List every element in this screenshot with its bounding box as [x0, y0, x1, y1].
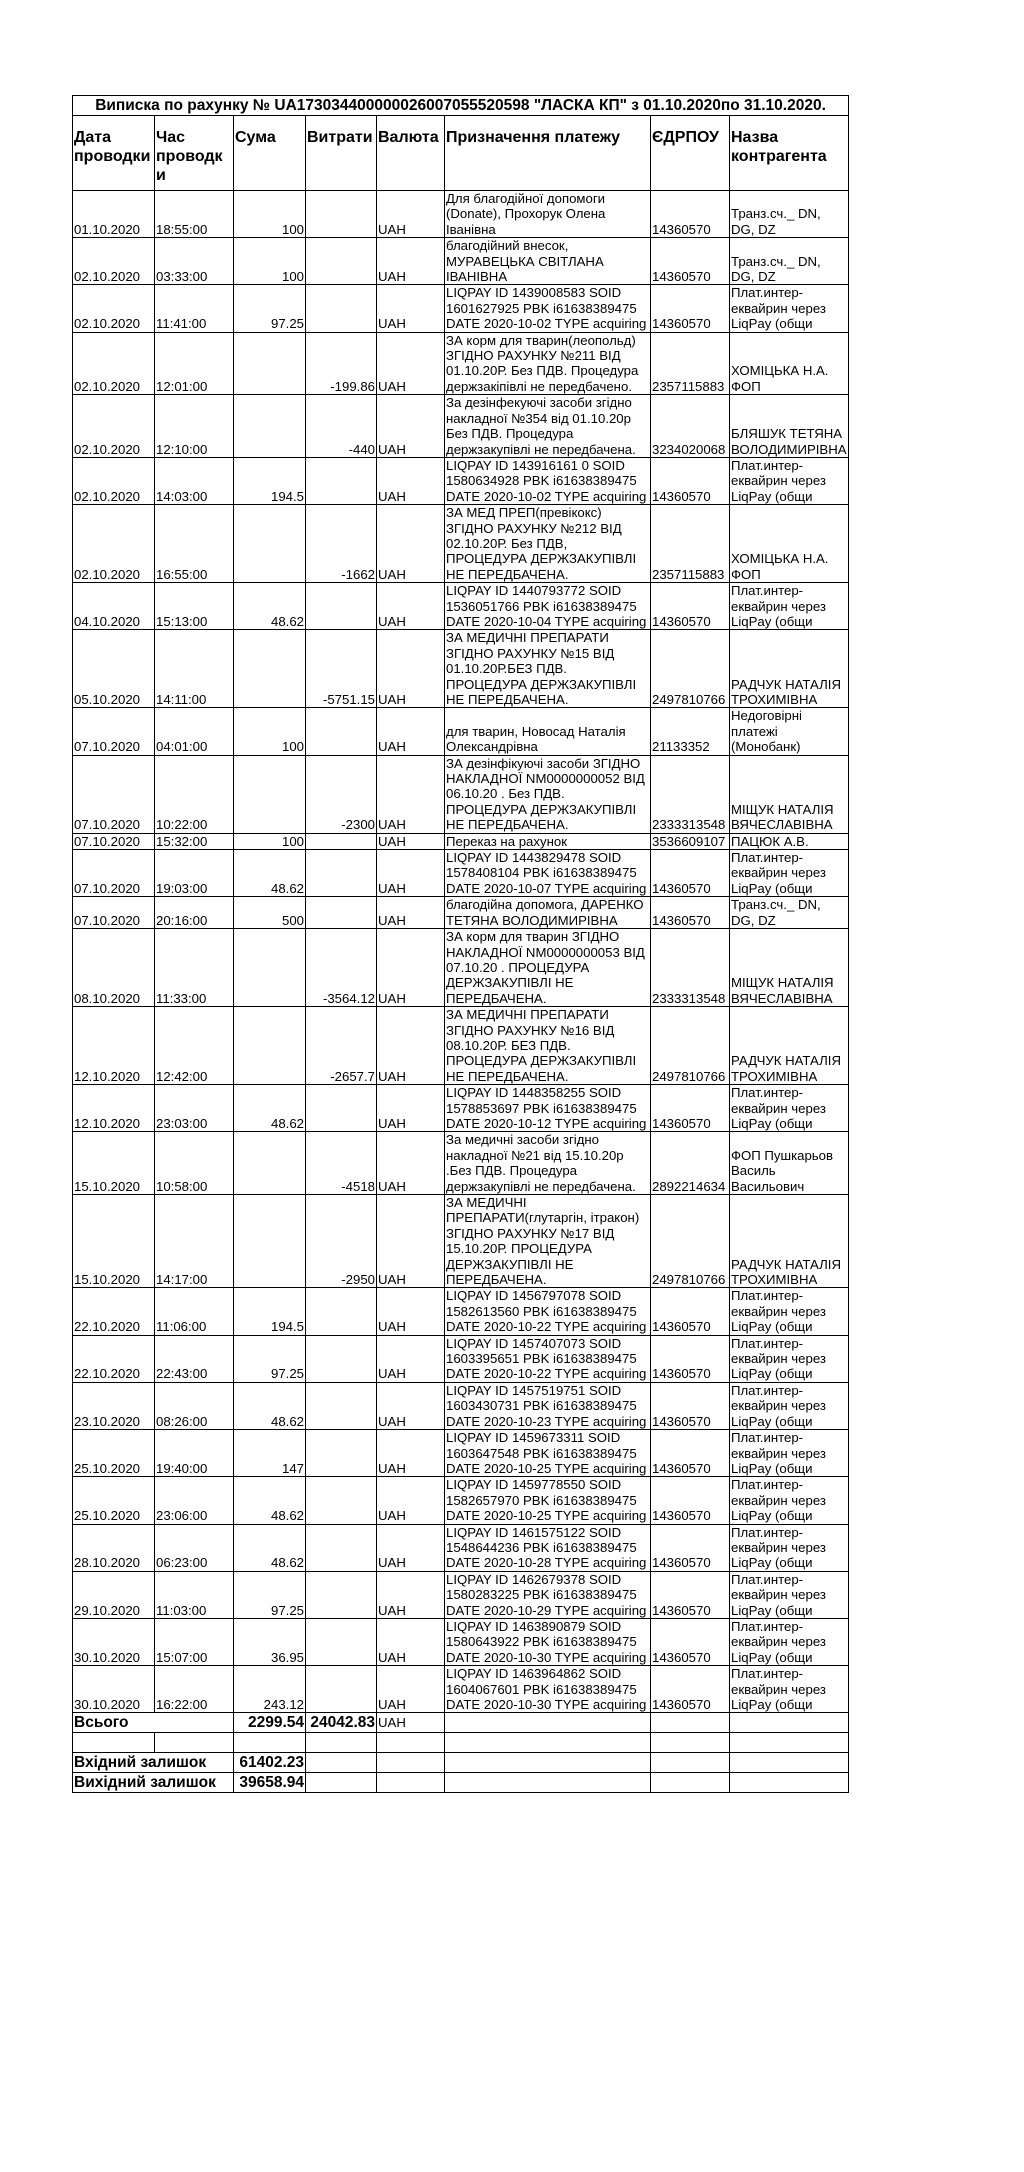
empty-cell [377, 1753, 445, 1773]
cell-purpose: LIQPAY ID 1448358255 SOID 1578853697 PBK i61638389475 DATE 2020-10-12 TYPE acquiring [445, 1085, 651, 1132]
cell-time: 12:01:00 [155, 332, 234, 395]
cell-counterparty: МІЩУК НАТАЛІЯ ВЯЧЕСЛАВІВНА [730, 755, 849, 833]
cell-edrpou: 14360570 [651, 1430, 730, 1477]
table-row [73, 833, 849, 849]
cell-sum [234, 1132, 306, 1195]
cell-edrpou: 2497810766 [651, 630, 730, 708]
col-header-sum: Сума [234, 116, 306, 191]
cell-date: 08.10.2020 [73, 929, 155, 1007]
cell-date: 02.10.2020 [73, 285, 155, 332]
cell-purpose: LIQPAY ID 1443829478 SOID 1578408104 PBK i61638389475 DATE 2020-10-07 TYPE acquiring [445, 850, 651, 897]
cell-date: 12.10.2020 [73, 1007, 155, 1085]
cell-date: 30.10.2020 [73, 1618, 155, 1665]
cell-counterparty: Плат.интер-еквайрин через LiqPay (общи [730, 583, 849, 630]
table-row [73, 1477, 849, 1524]
cell-sum: 48.62 [234, 1085, 306, 1132]
cell-purpose: ЗА корм для тварин(леопольд) ЗГІДНО РАХУНКУ №211 ВІД 01.10.20Р. Без ПДВ. Процедура держзакіпівлі не передбачено. [445, 332, 651, 395]
cell-counterparty: РАДЧУК НАТАЛІЯ ТРОХИМІВНА [730, 630, 849, 708]
cell-currency: UAH [377, 929, 445, 1007]
cell-edrpou: 2357115883 [651, 505, 730, 583]
cell-purpose: LIQPAY ID 1459778550 SOID 1582657970 PBK i61638389475 DATE 2020-10-25 TYPE acquiring [445, 1477, 651, 1524]
cell-expenses [306, 1335, 377, 1382]
cell-edrpou: 2357115883 [651, 332, 730, 395]
opening-balance-row [73, 1753, 849, 1773]
cell-purpose: Переказ на рахунок [445, 833, 651, 849]
cell-counterparty: Транз.сч._ DN, DG, DZ [730, 191, 849, 238]
cell-sum: 100 [234, 191, 306, 238]
cell-edrpou: 14360570 [651, 850, 730, 897]
cell-sum [234, 395, 306, 458]
table-row [73, 1085, 849, 1132]
cell-date: 02.10.2020 [73, 238, 155, 285]
cell-expenses [306, 1666, 377, 1713]
cell-currency: UAH [377, 1085, 445, 1132]
cell-date: 01.10.2020 [73, 191, 155, 238]
cell-date: 07.10.2020 [73, 850, 155, 897]
cell-sum: 48.62 [234, 583, 306, 630]
closing-balance-value: 39658.94 [234, 1773, 306, 1793]
col-header-time: Час проводки [155, 116, 234, 191]
cell-time: 15:13:00 [155, 583, 234, 630]
table-row [73, 708, 849, 755]
empty-cell [730, 1773, 849, 1793]
cell-time: 16:22:00 [155, 1666, 234, 1713]
cell-currency: UAH [377, 1524, 445, 1571]
cell-expenses [306, 238, 377, 285]
cell-edrpou: 14360570 [651, 457, 730, 504]
empty-cell [306, 1733, 377, 1753]
cell-time: 06:23:00 [155, 1524, 234, 1571]
opening-balance-label: Вхідний залишок [73, 1753, 234, 1773]
cell-purpose: ЗА корм для тварин ЗГІДНО НАКЛАДНОЇ NM0000000053 ВІД 07.10.20 . ПРОЦЕДУРА ДЕРЖЗАКУПІВЛІ НЕ ПЕРЕДБАЧЕНА. [445, 929, 651, 1007]
cell-date: 30.10.2020 [73, 1666, 155, 1713]
cell-expenses [306, 833, 377, 849]
cell-sum [234, 630, 306, 708]
cell-purpose: LIQPAY ID 1461575122 SOID 1548644236 PBK i61638389475 DATE 2020-10-28 TYPE acquiring [445, 1524, 651, 1571]
cell-counterparty: ПАЦЮК А.В. [730, 833, 849, 849]
cell-edrpou: 14360570 [651, 583, 730, 630]
cell-sum [234, 1007, 306, 1085]
statement-table [72, 95, 849, 1793]
cell-currency: UAH [377, 1618, 445, 1665]
col-header-expenses: Витрати [306, 116, 377, 191]
cell-sum: 97.25 [234, 285, 306, 332]
total-currency: UAH [377, 1713, 445, 1733]
cell-counterparty: Плат.интер-еквайрин через LiqPay (общи [730, 457, 849, 504]
cell-purpose: для тварин, Новосад Наталія Олександрівна [445, 708, 651, 755]
cell-counterparty: МІЩУК НАТАЛІЯ ВЯЧЕСЛАВІВНА [730, 929, 849, 1007]
cell-time: 14:11:00 [155, 630, 234, 708]
empty-cell [651, 1733, 730, 1753]
cell-time: 22:43:00 [155, 1335, 234, 1382]
cell-time: 12:42:00 [155, 1007, 234, 1085]
cell-counterparty: ХОМІЦЬКА Н.А. ФОП [730, 332, 849, 395]
cell-currency: UAH [377, 1430, 445, 1477]
cell-date: 05.10.2020 [73, 630, 155, 708]
empty-cell [377, 1733, 445, 1753]
table-row [73, 285, 849, 332]
table-row [73, 630, 849, 708]
col-header-counterparty: Назва контрагента [730, 116, 849, 191]
cell-expenses: -2950 [306, 1195, 377, 1288]
cell-currency: UAH [377, 1335, 445, 1382]
cell-expenses: -4518 [306, 1132, 377, 1195]
cell-currency: UAH [377, 850, 445, 897]
cell-purpose: ЗА МЕДИЧНІ ПРЕПАРАТИ ЗГІДНО РАХУНКУ №16 ВІД 08.10.20Р. БЕЗ ПДВ. ПРОЦЕДУРА ДЕРЖЗАКУПІВЛІ НЕ ПЕРЕДБАЧЕНА. [445, 1007, 651, 1085]
cell-edrpou: 14360570 [651, 1666, 730, 1713]
empty-cell [155, 1733, 234, 1753]
cell-time: 12:10:00 [155, 395, 234, 458]
cell-date: 04.10.2020 [73, 583, 155, 630]
cell-edrpou: 2333313548 [651, 929, 730, 1007]
spacer-row [73, 1733, 849, 1753]
cell-time: 11:41:00 [155, 285, 234, 332]
cell-purpose: LIQPAY ID 1440793772 SOID 1536051766 PBK i61638389475 DATE 2020-10-04 TYPE acquiring [445, 583, 651, 630]
cell-expenses: -2300 [306, 755, 377, 833]
table-row [73, 1288, 849, 1335]
cell-counterparty: Плат.интер-еквайрин через LiqPay (общи [730, 1430, 849, 1477]
cell-purpose: благодійна допомога, ДАРЕНКО ТЕТЯНА ВОЛОДИМИРІВНА [445, 897, 651, 929]
cell-sum: 147 [234, 1430, 306, 1477]
cell-currency: UAH [377, 1666, 445, 1713]
cell-date: 22.10.2020 [73, 1335, 155, 1382]
cell-date: 02.10.2020 [73, 505, 155, 583]
cell-time: 19:03:00 [155, 850, 234, 897]
cell-expenses [306, 708, 377, 755]
cell-expenses [306, 1618, 377, 1665]
cell-expenses: -1662 [306, 505, 377, 583]
cell-time: 10:22:00 [155, 755, 234, 833]
cell-counterparty: Плат.интер-еквайрин через LiqPay (общи [730, 1571, 849, 1618]
cell-time: 20:16:00 [155, 897, 234, 929]
cell-sum [234, 755, 306, 833]
cell-currency: UAH [377, 1007, 445, 1085]
cell-purpose: LIQPAY ID 1456797078 SOID 1582613560 PBK i61638389475 DATE 2020-10-22 TYPE acquiring [445, 1288, 651, 1335]
cell-counterparty: Транз.сч._ DN, DG, DZ [730, 238, 849, 285]
cell-currency: UAH [377, 285, 445, 332]
cell-date: 12.10.2020 [73, 1085, 155, 1132]
cell-counterparty: Плат.интер-еквайрин через LiqPay (общи [730, 285, 849, 332]
total-label: Всього [73, 1713, 234, 1733]
cell-edrpou: 14360570 [651, 1335, 730, 1382]
empty-cell [445, 1773, 651, 1793]
cell-expenses [306, 1477, 377, 1524]
cell-purpose: ЗА МЕД ПРЕП(превікокс) ЗГІДНО РАХУНКУ №212 ВІД 02.10.20Р. Без ПДВ, ПРОЦЕДУРА ДЕРЖЗАКУПІВЛІ НЕ ПЕРЕДБАЧЕНА. [445, 505, 651, 583]
cell-purpose: Для благодійної допомоги (Donate), Прохорук Олена Іванівна [445, 191, 651, 238]
cell-counterparty: Плат.интер-еквайрин через LiqPay (общи [730, 1382, 849, 1429]
cell-date: 29.10.2020 [73, 1571, 155, 1618]
cell-counterparty: Плат.интер-еквайрин через LiqPay (общи [730, 1666, 849, 1713]
cell-sum [234, 929, 306, 1007]
cell-date: 15.10.2020 [73, 1132, 155, 1195]
total-sum: 2299.54 [234, 1713, 306, 1733]
cell-expenses [306, 1085, 377, 1132]
cell-counterparty: Недоговірні платежі (Монобанк) [730, 708, 849, 755]
cell-edrpou: 2497810766 [651, 1195, 730, 1288]
empty-cell [445, 1713, 651, 1733]
cell-purpose: LIQPAY ID 1463890879 SOID 1580643922 PBK i61638389475 DATE 2020-10-30 TYPE acquiring [445, 1618, 651, 1665]
cell-edrpou: 3234020068 [651, 395, 730, 458]
cell-currency: UAH [377, 1382, 445, 1429]
cell-counterparty: ФОП Пушкарьов Василь Васильович [730, 1132, 849, 1195]
cell-time: 18:55:00 [155, 191, 234, 238]
cell-sum: 243.12 [234, 1666, 306, 1713]
cell-edrpou: 14360570 [651, 1382, 730, 1429]
cell-currency: UAH [377, 332, 445, 395]
cell-date: 25.10.2020 [73, 1477, 155, 1524]
cell-counterparty: Плат.интер-еквайрин через LiqPay (общи [730, 1524, 849, 1571]
cell-purpose: LIQPAY ID 1457407073 SOID 1603395651 PBK i61638389475 DATE 2020-10-22 TYPE acquiring [445, 1335, 651, 1382]
cell-date: 25.10.2020 [73, 1430, 155, 1477]
cell-date: 22.10.2020 [73, 1288, 155, 1335]
empty-cell [730, 1753, 849, 1773]
cell-time: 14:03:00 [155, 457, 234, 504]
cell-purpose: благодійний внесок, МУРАВЕЦЬКА СВІТЛАНА ІВАНІВНА [445, 238, 651, 285]
cell-currency: UAH [377, 191, 445, 238]
closing-balance-row [73, 1773, 849, 1793]
cell-purpose: LIQPAY ID 1462679378 SOID 1580283225 PBK i61638389475 DATE 2020-10-29 TYPE acquiring [445, 1571, 651, 1618]
cell-counterparty: Плат.интер-еквайрин через LiqPay (общи [730, 850, 849, 897]
cell-counterparty: РАДЧУК НАТАЛІЯ ТРОХИМІВНА [730, 1007, 849, 1085]
cell-expenses: -199.86 [306, 332, 377, 395]
cell-date: 28.10.2020 [73, 1524, 155, 1571]
cell-time: 15:32:00 [155, 833, 234, 849]
cell-currency: UAH [377, 1132, 445, 1195]
cell-counterparty: Плат.интер-еквайрин через LiqPay (общи [730, 1618, 849, 1665]
cell-counterparty: ХОМІЦЬКА Н.А. ФОП [730, 505, 849, 583]
cell-counterparty: РАДЧУК НАТАЛІЯ ТРОХИМІВНА [730, 1195, 849, 1288]
cell-expenses: -5751.15 [306, 630, 377, 708]
cell-purpose: LIQPAY ID 1439008583 SOID 1601627925 PBK i61638389475 DATE 2020-10-02 TYPE acquiring [445, 285, 651, 332]
col-header-currency: Валюта [377, 116, 445, 191]
cell-edrpou: 2497810766 [651, 1007, 730, 1085]
cell-edrpou: 14360570 [651, 1571, 730, 1618]
cell-time: 23:06:00 [155, 1477, 234, 1524]
cell-expenses: -3564.12 [306, 929, 377, 1007]
cell-purpose: ЗА дезінфікуючі засоби ЗГІДНО НАКЛАДНОЇ NM0000000052 ВІД 06.10.20 . Без ПДВ. ПРОЦЕДУРА ДЕРЖЗАКУПІВЛІ НЕ ПЕРЕДБАЧЕНА. [445, 755, 651, 833]
empty-cell [377, 1773, 445, 1793]
opening-balance-value: 61402.23 [234, 1753, 306, 1773]
empty-cell [730, 1733, 849, 1753]
cell-sum: 100 [234, 833, 306, 849]
cell-edrpou: 14360570 [651, 1524, 730, 1571]
cell-currency: UAH [377, 1477, 445, 1524]
cell-sum: 48.62 [234, 1524, 306, 1571]
cell-edrpou: 14360570 [651, 285, 730, 332]
empty-cell [306, 1753, 377, 1773]
cell-purpose: LIQPAY ID 1463964862 SOID 1604067601 PBK i61638389475 DATE 2020-10-30 TYPE acquiring [445, 1666, 651, 1713]
col-header-date: Дата проводки [73, 116, 155, 191]
cell-edrpou: 3536609107 [651, 833, 730, 849]
cell-date: 02.10.2020 [73, 395, 155, 458]
cell-date: 07.10.2020 [73, 708, 155, 755]
cell-currency: UAH [377, 897, 445, 929]
cell-time: 19:40:00 [155, 1430, 234, 1477]
table-row [73, 1571, 849, 1618]
table-row [73, 395, 849, 458]
cell-purpose: LIQPAY ID 1457519751 SOID 1603430731 PBK i61638389475 DATE 2020-10-23 TYPE acquiring [445, 1382, 651, 1429]
cell-expenses [306, 1382, 377, 1429]
table-row [73, 1335, 849, 1382]
header-row [73, 116, 849, 191]
cell-expenses [306, 850, 377, 897]
cell-date: 02.10.2020 [73, 457, 155, 504]
cell-edrpou: 14360570 [651, 1618, 730, 1665]
cell-expenses [306, 457, 377, 504]
cell-currency: UAH [377, 238, 445, 285]
cell-sum: 48.62 [234, 1477, 306, 1524]
cell-purpose: ЗА МЕДИЧНІ ПРЕПАРАТИ(глутаргін, ітракон) ЗГІДНО РАХУНКУ №17 ВІД 15.10.20Р. ПРОЦЕДУРА ДЕРЖЗАКУПІВЛІ НЕ ПЕРЕДБАЧЕНА. [445, 1195, 651, 1288]
cell-edrpou: 14360570 [651, 1085, 730, 1132]
cell-currency: UAH [377, 395, 445, 458]
cell-currency: UAH [377, 1288, 445, 1335]
table-row [73, 929, 849, 1007]
cell-time: 11:06:00 [155, 1288, 234, 1335]
table-row [73, 583, 849, 630]
cell-date: 07.10.2020 [73, 833, 155, 849]
table-row [73, 457, 849, 504]
cell-date: 07.10.2020 [73, 897, 155, 929]
cell-expenses: -2657.7 [306, 1007, 377, 1085]
cell-expenses [306, 897, 377, 929]
empty-cell [651, 1713, 730, 1733]
cell-sum: 48.62 [234, 850, 306, 897]
cell-purpose: ЗА МЕДИЧНІ ПРЕПАРАТИ ЗГІДНО РАХУНКУ №15 ВІД 01.10.20Р.БЕЗ ПДВ. ПРОЦЕДУРА ДЕРЖЗАКУПІВЛІ НЕ ПЕРЕДБАЧЕНА. [445, 630, 651, 708]
cell-currency: UAH [377, 505, 445, 583]
table-row [73, 1132, 849, 1195]
cell-time: 15:07:00 [155, 1618, 234, 1665]
cell-sum: 36.95 [234, 1618, 306, 1665]
cell-time: 14:17:00 [155, 1195, 234, 1288]
col-header-purpose: Призначення платежу [445, 116, 651, 191]
table-row [73, 1524, 849, 1571]
cell-purpose: LIQPAY ID 1459673311 SOID 1603647548 PBK i61638389475 DATE 2020-10-25 TYPE acquiring [445, 1430, 651, 1477]
cell-counterparty: БЛЯШУК ТЕТЯНА ВОЛОДИМИРІВНА [730, 395, 849, 458]
cell-date: 07.10.2020 [73, 755, 155, 833]
table-row [73, 897, 849, 929]
cell-edrpou: 14360570 [651, 897, 730, 929]
table-row [73, 332, 849, 395]
cell-edrpou: 2333313548 [651, 755, 730, 833]
table-row [73, 191, 849, 238]
cell-counterparty: Плат.интер-еквайрин через LiqPay (общи [730, 1477, 849, 1524]
cell-time: 16:55:00 [155, 505, 234, 583]
cell-sum: 97.25 [234, 1571, 306, 1618]
cell-expenses [306, 1571, 377, 1618]
empty-cell [730, 1713, 849, 1733]
cell-edrpou: 21133352 [651, 708, 730, 755]
cell-edrpou: 2892214634 [651, 1132, 730, 1195]
cell-purpose: LIQPAY ID 143916161 0 SOID 1580634928 PBK i61638389475 DATE 2020-10-02 TYPE acquiring [445, 457, 651, 504]
cell-expenses: -440 [306, 395, 377, 458]
cell-currency: UAH [377, 630, 445, 708]
cell-time: 08:26:00 [155, 1382, 234, 1429]
cell-expenses [306, 1288, 377, 1335]
cell-purpose: За дезінфекуючі засоби згідно накладної №354 від 01.10.20р Без ПДВ. Процедура держзакупівлі не передбачена. [445, 395, 651, 458]
total-expenses: 24042.83 [306, 1713, 377, 1733]
cell-time: 23:03:00 [155, 1085, 234, 1132]
cell-currency: UAH [377, 1571, 445, 1618]
closing-balance-label: Вихідний залишок [73, 1773, 234, 1793]
cell-time: 11:03:00 [155, 1571, 234, 1618]
cell-date: 02.10.2020 [73, 332, 155, 395]
cell-sum [234, 1195, 306, 1288]
total-row [73, 1713, 849, 1733]
cell-edrpou: 14360570 [651, 238, 730, 285]
empty-cell [306, 1773, 377, 1793]
cell-purpose: За медичні засоби згідно накладної №21 від 15.10.20р .Без ПДВ. Процедура держзакупівлі не передбачена. [445, 1132, 651, 1195]
cell-sum: 500 [234, 897, 306, 929]
cell-edrpou: 14360570 [651, 191, 730, 238]
cell-currency: UAH [377, 833, 445, 849]
empty-cell [234, 1733, 306, 1753]
statement-sheet [72, 95, 848, 1793]
cell-counterparty: Плат.интер-еквайрин через LiqPay (общи [730, 1085, 849, 1132]
cell-date: 15.10.2020 [73, 1195, 155, 1288]
cell-counterparty: Плат.интер-еквайрин через LiqPay (общи [730, 1335, 849, 1382]
cell-sum [234, 332, 306, 395]
table-row [73, 1666, 849, 1713]
cell-time: 04:01:00 [155, 708, 234, 755]
cell-sum: 100 [234, 708, 306, 755]
cell-expenses [306, 191, 377, 238]
cell-edrpou: 14360570 [651, 1477, 730, 1524]
cell-currency: UAH [377, 1195, 445, 1288]
cell-sum: 194.5 [234, 457, 306, 504]
col-header-edrpou: ЄДРПОУ [651, 116, 730, 191]
cell-expenses [306, 285, 377, 332]
cell-time: 10:58:00 [155, 1132, 234, 1195]
table-row [73, 1430, 849, 1477]
cell-expenses [306, 583, 377, 630]
cell-currency: UAH [377, 708, 445, 755]
cell-expenses [306, 1524, 377, 1571]
cell-edrpou: 14360570 [651, 1288, 730, 1335]
cell-time: 11:33:00 [155, 929, 234, 1007]
empty-cell [445, 1753, 651, 1773]
cell-currency: UAH [377, 583, 445, 630]
empty-cell [73, 1733, 155, 1753]
cell-date: 23.10.2020 [73, 1382, 155, 1429]
table-row [73, 755, 849, 833]
empty-cell [651, 1753, 730, 1773]
empty-cell [651, 1773, 730, 1793]
cell-sum [234, 505, 306, 583]
cell-sum: 194.5 [234, 1288, 306, 1335]
empty-cell [445, 1733, 651, 1753]
cell-currency: UAH [377, 755, 445, 833]
cell-sum: 100 [234, 238, 306, 285]
cell-counterparty: Транз.сч._ DN, DG, DZ [730, 897, 849, 929]
table-row [73, 505, 849, 583]
cell-expenses [306, 1430, 377, 1477]
table-row [73, 1618, 849, 1665]
cell-time: 03:33:00 [155, 238, 234, 285]
cell-sum: 48.62 [234, 1382, 306, 1429]
cell-sum: 97.25 [234, 1335, 306, 1382]
table-row [73, 1195, 849, 1288]
cell-currency: UAH [377, 457, 445, 504]
table-row [73, 850, 849, 897]
statement-title: Виписка по рахунку № UA173034400000026007055520598 "ЛАСКА КП" з 01.10.2020по 31.10.2020. [73, 96, 849, 116]
table-row [73, 1382, 849, 1429]
cell-counterparty: Плат.интер-еквайрин через LiqPay (общи [730, 1288, 849, 1335]
table-row [73, 1007, 849, 1085]
table-row [73, 238, 849, 285]
